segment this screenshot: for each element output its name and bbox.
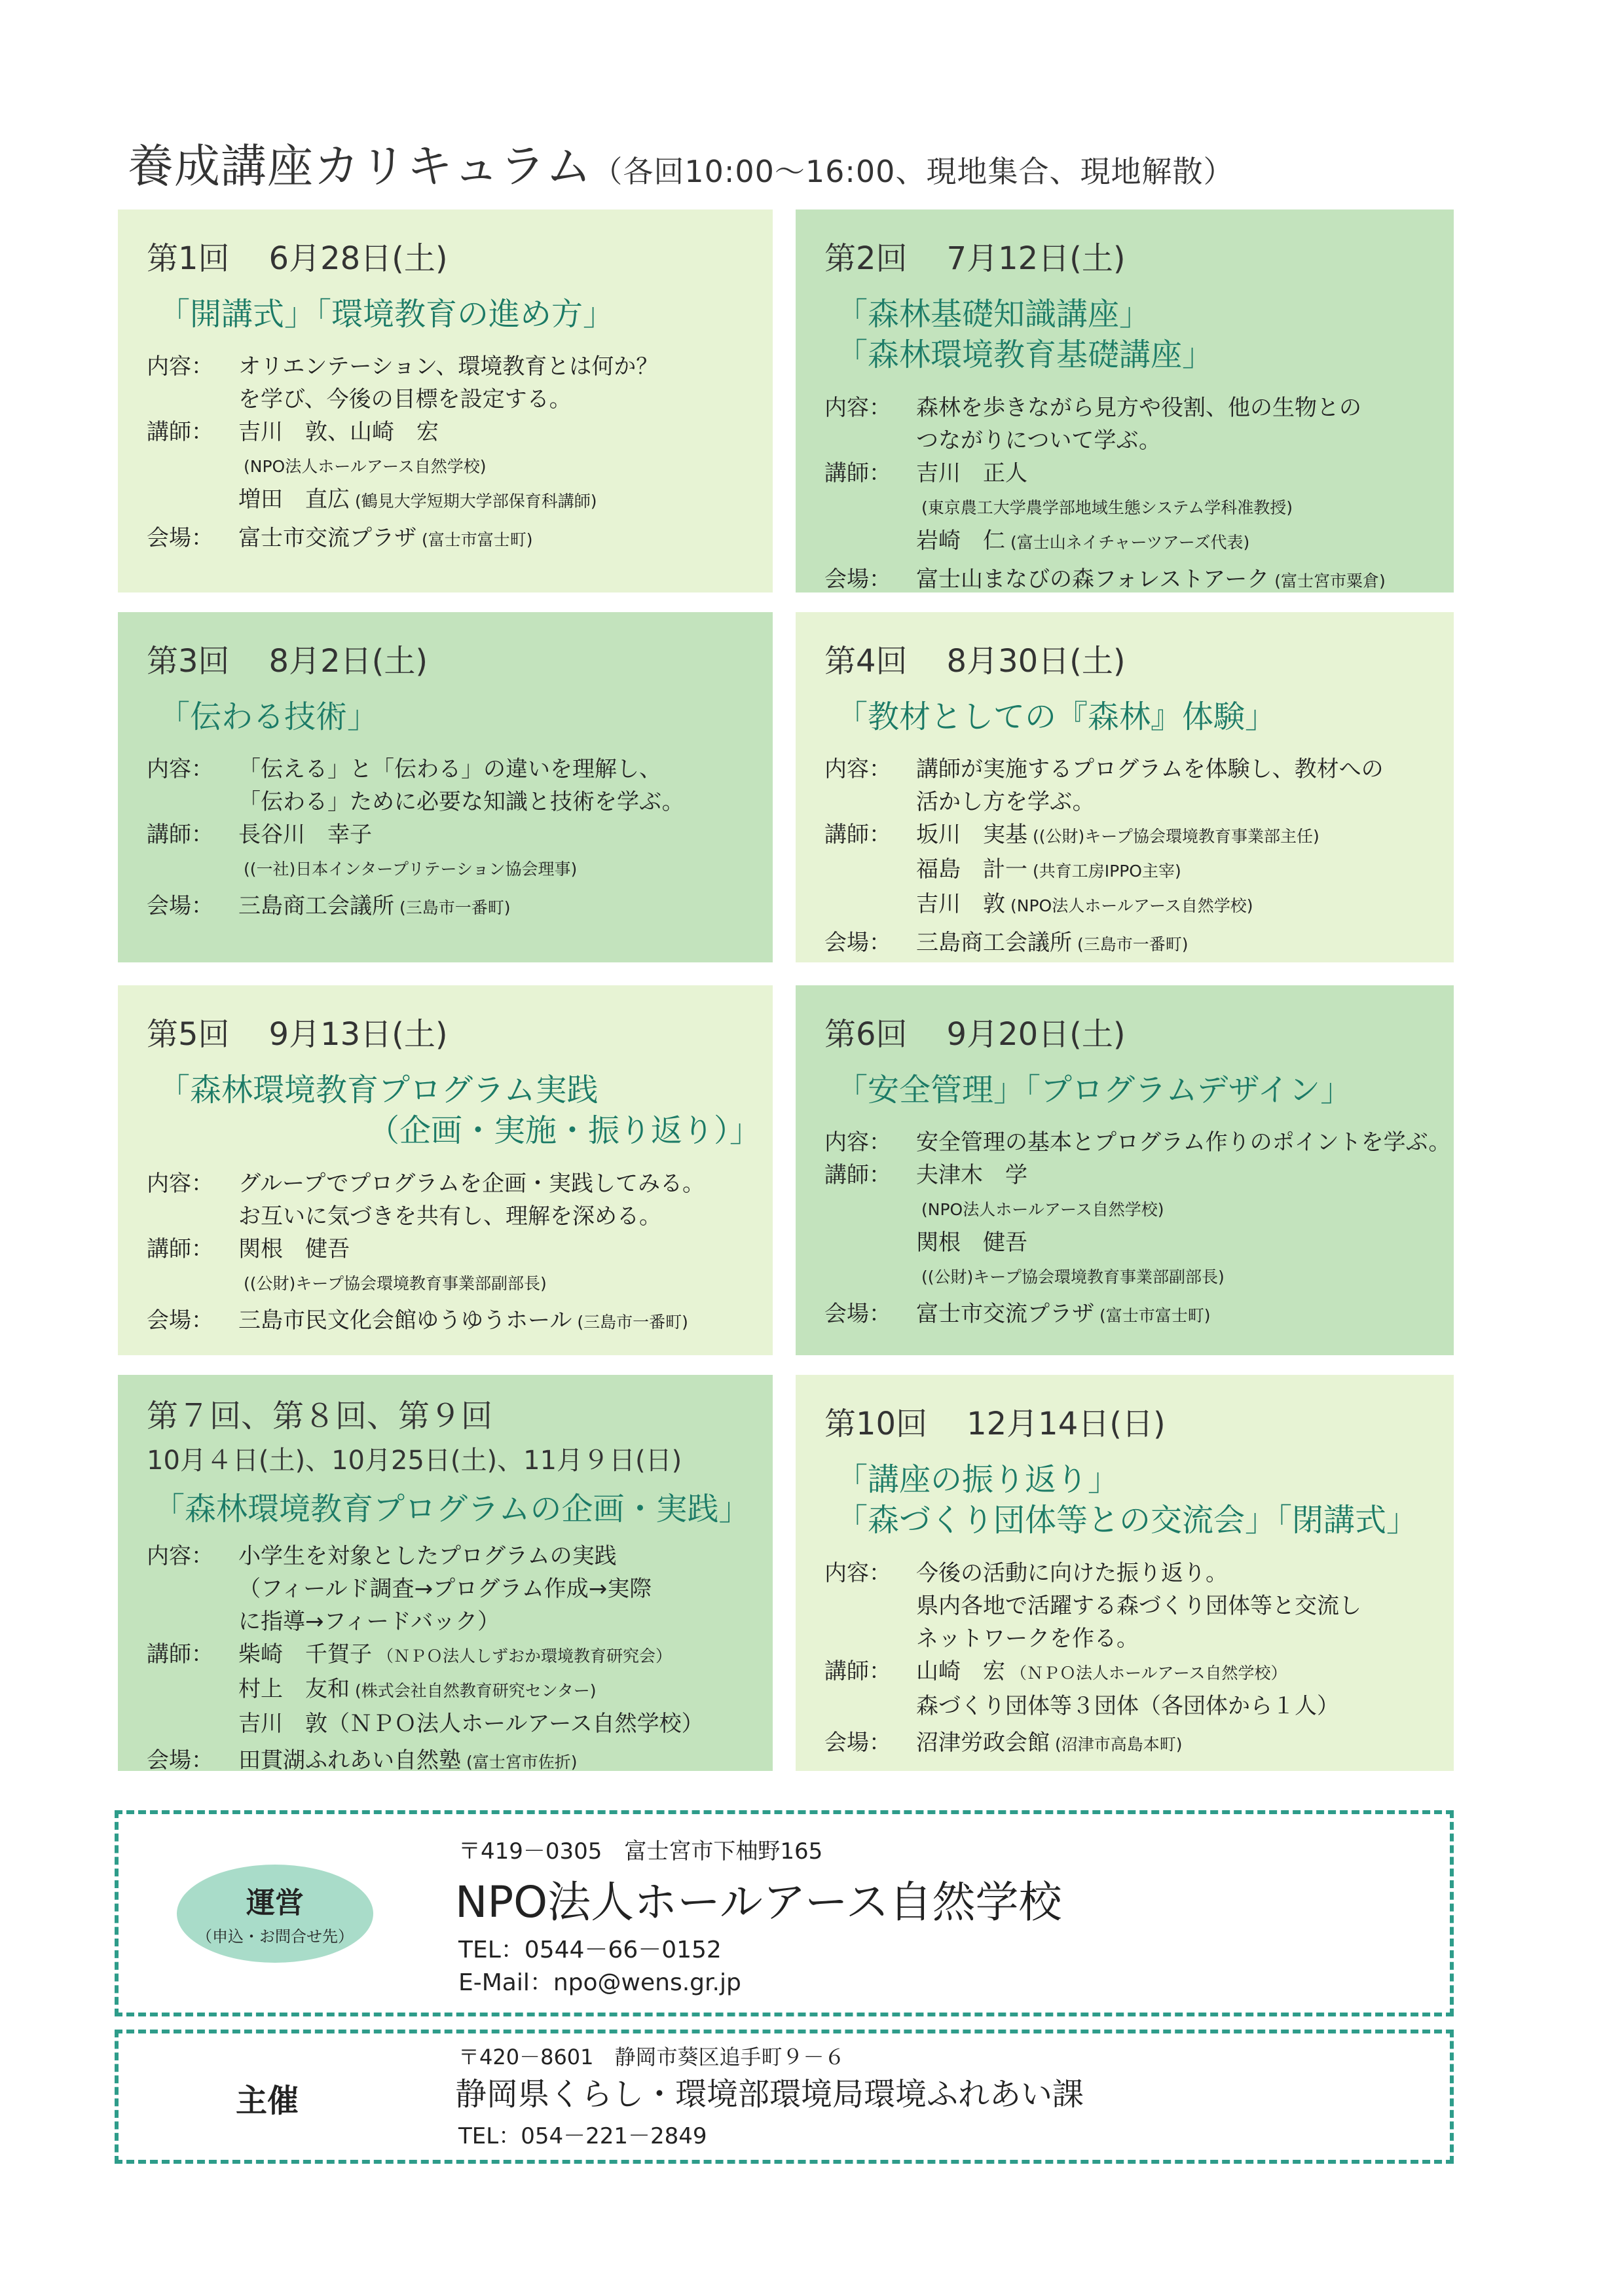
instructor-name: 吉川 敦 [916,891,1005,918]
session-content [824,753,1434,818]
venue-location: (富士宮市佐折) [466,1753,578,1771]
instructor-line [916,1192,1434,1226]
venue-line [916,1298,1434,1332]
session-card [796,210,1454,592]
instructor-line [238,1707,753,1740]
instructor-lines [238,416,753,518]
session-card [118,210,773,592]
instructor-affiliation: (鶴見大学短期大学部保育科講師) [355,492,597,511]
venue-location: (富士宮市粟倉) [1274,571,1386,591]
session-number: 第1回 [147,240,230,277]
instructor-name: 岩崎 仁 [916,527,1005,554]
session-number: 第10回 [824,1406,928,1442]
session-content [824,392,1434,457]
session-instructors [147,416,753,518]
content-line: つながりについて学ぶ。 [916,427,1161,454]
session-theme-line: 「森林環境教育プログラム実践 [158,1072,599,1108]
instructor-name: 夫津木 学 [916,1162,1027,1189]
instructor-name: 吉川 敦、山崎 宏 [238,419,439,446]
venue-label: 会場： [824,566,891,592]
session-card [796,1375,1454,1771]
session-theme [836,697,1434,737]
session-date: 6月28日(土) [268,240,448,277]
content-lines [238,753,753,818]
instructor-name: 村上 友和 [238,1676,350,1703]
session-content [824,1557,1434,1655]
instructor-affiliation: （ＮＰＯ法人しずおか環境教育研究会） [377,1647,673,1666]
content-line: に指導→フィードバック） [238,1609,500,1635]
content-lines [916,392,1434,457]
instructor-label: 講師： [824,1658,891,1685]
venue-label: 会場： [147,1307,213,1334]
session-venue [147,1744,753,1771]
session-card [796,612,1454,962]
session-theme [836,1070,1434,1110]
venue-value [916,563,1434,592]
session-number: 第6回 [824,1016,908,1053]
session-header [147,1009,753,1054]
venue-label: 会場： [147,1747,213,1771]
instructor-line [238,416,753,448]
venue-line [238,890,753,924]
content-line: 「伝わる」ために必要な知識と技術を学ぶ。 [238,789,684,816]
instructor-affiliation: ((公財)キープ協会環境教育事業部副部長) [921,1267,1225,1287]
venue-line [916,926,1434,961]
instructor-line [916,1159,1434,1192]
venue-label: 会場： [824,1729,891,1756]
content-line: ネットワークを作る。 [916,1625,1139,1652]
session-number: 第5回 [147,1016,230,1053]
content-lines [238,1540,753,1638]
venue-name: 富士市交流プラザ [916,1301,1094,1328]
venue-value [916,1726,1434,1761]
session-theme-line: 「森林環境教育プログラムの企画・実践」 [153,1491,750,1527]
session-date: 9月13日(土) [268,1016,448,1053]
content-lines [916,753,1434,818]
session-card [118,612,773,962]
instructor-lines [238,1233,753,1300]
content-label: 内容： [824,1559,891,1586]
organizer-postal: 〒420－8601 静岡市葵区追手町９－６ [458,2045,845,2069]
venue-value [238,1744,753,1771]
content-line: を学び、今後の目標を設定する。 [238,386,572,413]
instructor-line [916,1655,1434,1690]
venue-label: 会場： [824,930,891,957]
instructor-line [238,1673,753,1707]
session-header [824,233,1434,278]
session-date: 10月４日(土)、10月25日(土)、11月９日(日) [147,1446,682,1476]
instructor-line [916,524,1434,559]
content-line: 講師が実施するプログラムを体験し、教材への [916,756,1384,783]
venue-name: 三島商工会議所 [238,893,394,920]
instructor-line [916,853,1434,888]
venue-label: 会場： [147,525,213,552]
instructor-label: 講師： [147,1641,213,1668]
instructor-line [916,1226,1434,1259]
session-venue [147,1304,753,1339]
session-instructors [824,818,1434,922]
venue-line [238,522,753,556]
session-theme [836,294,1434,376]
session-venue [824,1298,1434,1332]
session-card [118,1375,773,1771]
session-venue [824,1726,1434,1761]
instructor-affiliation: (NPO法人ホールアース自然学校) [244,457,487,477]
instructor-name: 福島 計一 [916,856,1027,883]
session-venue [147,522,753,556]
content-lines [916,1126,1450,1159]
session-instructors [824,1655,1434,1722]
instructor-label: 講師： [824,822,891,848]
session-date: 7月12日(土) [946,240,1126,277]
session-instructors [147,1638,753,1740]
venue-name: 三島商工会議所 [916,930,1072,957]
session-date: 8月2日(土) [268,643,428,680]
session-header [147,233,753,278]
instructor-lines [238,1638,753,1740]
instructor-label: 講師： [147,822,213,848]
venue-location: (富士市富士町) [1099,1306,1211,1326]
session-theme-line: 「森林環境教育基礎講座」 [836,337,1214,374]
session-venue [147,890,753,924]
instructor-label: 講師： [147,419,213,446]
instructor-name: 増田 直広 [238,486,350,513]
instructor-name: 山崎 宏 [916,1658,1005,1685]
page-title-sub: （各回10:00～16:00、現地集合、現地解散） [592,154,1234,189]
instructor-line [916,1690,1434,1722]
session-theme-line: 「森づくり団体等との交流会」「閉講式」 [836,1502,1418,1539]
venue-value [916,926,1434,961]
venue-location: (富士市富士町) [422,530,533,550]
session-theme-line: 「伝わる技術」 [158,699,379,735]
content-line: （フィールド調査→プログラム作成→実際 [238,1576,652,1603]
content-line: 活かし方を学ぶ。 [916,789,1095,816]
instructor-lines [238,818,753,886]
venue-line [916,563,1434,592]
session-header [824,1009,1434,1054]
session-instructors [147,818,753,886]
session-number: 第2回 [824,240,908,277]
session-theme-line: （企画・実施・振り返り）」 [368,1112,762,1150]
session-header [824,636,1434,681]
session-instructors [147,1233,753,1300]
venue-label: 会場： [824,1301,891,1328]
session-content [147,753,753,818]
instructor-line [238,483,753,518]
content-label: 内容： [147,756,213,783]
session-header [147,636,753,681]
instructor-line [238,1638,753,1673]
session-theme-line: 「開講式」「環境教育の進め方」 [158,296,615,333]
venue-line [238,1744,753,1771]
instructor-affiliation: (富士山ネイチャーツアーズ代表) [1010,532,1250,552]
instructor-line [916,490,1434,524]
venue-line [238,1304,753,1339]
instructor-name: 坂川 実基 [916,822,1027,848]
content-label: 内容： [147,1170,213,1197]
session-content [147,350,753,416]
instructor-name: 柴崎 千賀子 [238,1641,372,1668]
session-theme-line: 「講座の振り返り」 [836,1461,1120,1498]
content-line: 県内各地で活躍する森づくり団体等と交流し [916,1592,1361,1619]
organizer-tel: TEL：054－221－2849 [458,2123,707,2149]
venue-name: 三島市民文化会館ゆうゆうホール [238,1307,572,1334]
instructor-line [238,448,753,483]
session-theme [153,1489,753,1529]
venue-location: (三島市一番町) [399,898,511,918]
instructor-line [238,851,753,886]
instructor-affiliation: (共育工房IPPO主宰) [1033,862,1181,881]
session-date: 12月14日(日) [967,1406,1166,1442]
instructor-label: 講師： [824,1162,891,1189]
instructor-name: 吉川 正人 [916,460,1027,486]
venue-name: 田貫湖ふれあい自然塾 [238,1747,461,1771]
session-venue [824,563,1434,592]
session-theme [158,1070,762,1152]
instructor-name: 森づくり団体等３団体（各団体から１人） [916,1692,1339,1719]
content-line: 森林を歩きながら見方や役割、他の生物との [916,394,1361,421]
instructor-line [238,818,753,851]
instructor-line [916,457,1434,490]
session-date: 9月20日(土) [946,1016,1126,1053]
session-theme [158,697,753,737]
operator-badge [177,1865,373,1963]
instructor-affiliation: (東京農工大学農学部地域生態システム学科准教授) [921,498,1293,517]
session-date: 8月30日(土) [946,643,1126,680]
content-line: 安全管理の基本とプログラム作りのポイントを学ぶ。 [916,1129,1451,1156]
session-theme-line: 「森林基礎知識講座」 [836,296,1151,333]
session-theme [836,1459,1434,1541]
session-theme [158,294,753,335]
content-label: 内容： [824,394,891,421]
content-line: 今後の活動に向けた振り返り。 [916,1559,1228,1586]
session-venue [824,926,1434,961]
instructor-line [916,888,1434,922]
venue-name: 沼津労政会館 [916,1729,1050,1756]
session-number: 第4回 [824,643,908,680]
instructor-label: 講師： [824,460,891,486]
content-lines [238,1167,753,1233]
venue-name: 富士山まなびの森フォレストアーク [916,566,1270,592]
session-theme-line: 「安全管理」「プログラムデザイン」 [836,1072,1352,1108]
session-theme-line: 「教材としての『森林』体験」 [836,699,1277,735]
session-content [824,1126,1451,1159]
instructor-lines [916,457,1434,559]
venue-location: (三島市一番町) [577,1312,688,1332]
instructor-line [916,1259,1434,1294]
content-label: 内容： [147,1543,213,1570]
session-instructors [824,1159,1434,1294]
session-number: 第3回 [147,643,230,680]
instructor-affiliation: ((一社)日本インタープリテーション協会理事) [244,860,578,879]
session-content [147,1167,753,1233]
instructor-affiliation: （ＮＰＯ法人ホールアース自然学校） [1010,1663,1287,1683]
operator-postal: 〒419－0305 富士宮市下柚野165 [458,1838,823,1865]
venue-label: 会場： [147,893,213,920]
venue-name: 富士市交流プラザ [238,525,416,552]
page-title [128,130,1234,196]
organizer-label: 主催 [236,2083,299,2119]
venue-location: (三島市一番町) [1077,935,1189,955]
operator-badge-label: 運営 [246,1886,304,1920]
content-line: 小学生を対象としたプログラムの実践 [238,1543,617,1570]
session-instructors [824,457,1434,559]
content-line: オリエンテーション、環境教育とは何か？ [238,354,659,380]
content-label: 内容： [824,1129,891,1156]
content-label: 内容： [824,756,891,783]
instructor-line [916,818,1434,853]
content-lines [238,350,753,416]
instructor-name: 関根 健吾 [238,1235,350,1262]
instructor-label: 講師： [147,1235,213,1262]
instructor-affiliation: (株式会社自然教育研究センター) [355,1681,597,1701]
instructor-line [238,1233,753,1266]
instructor-line [238,1266,753,1300]
instructor-affiliation: (NPO法人ホールアース自然学校) [921,1200,1164,1220]
venue-value [238,890,753,924]
session-card [796,985,1454,1355]
venue-value [238,1304,753,1339]
session-number: 第７回、第８回、第９回 [147,1398,493,1434]
session-content [147,1540,753,1638]
instructor-name: 長谷川 幸子 [238,822,372,848]
operator-tel: TEL：0544－66－0152 [458,1937,722,1963]
instructor-lines [916,1159,1434,1294]
content-lines [916,1557,1434,1655]
content-label: 内容： [147,354,213,380]
instructor-lines [916,818,1434,922]
operator-badge-sub: （申込・お問合せ先） [196,1927,354,1946]
instructor-name: 関根 健吾 [916,1230,1027,1256]
instructor-affiliation: ((公財)キープ協会環境教育事業部副部長) [244,1273,547,1293]
content-line: お互いに気づきを共有し、理解を深める。 [238,1203,661,1230]
instructor-name: 吉川 敦（ＮＰＯ法人ホールアース自然学校） [238,1711,704,1738]
instructor-affiliation: ((公財)キープ協会環境教育事業部主任) [1033,827,1320,847]
venue-value [916,1298,1434,1332]
instructor-affiliation: (NPO法人ホールアース自然学校) [1010,896,1253,916]
venue-location: (沼津市高島本町) [1055,1734,1183,1754]
instructor-lines [916,1655,1434,1722]
venue-line [916,1726,1434,1761]
content-line: グループでプログラムを企画・実践してみる。 [238,1170,705,1197]
operator-email[interactable]: E-Mail：npo@wens.gr.jp [458,1969,741,1996]
operator-name: NPO法人ホールアース自然学校 [455,1877,1062,1927]
page-title-main: 養成講座カリキュラム [128,139,593,193]
venue-value [238,522,753,556]
session-header [824,1398,1434,1444]
organizer-name: 静岡県くらし・環境部環境局環境ふれあい課 [455,2076,1084,2113]
content-line: 「伝える」と「伝わる」の違いを理解し、 [238,756,661,783]
session-card [118,985,773,1355]
